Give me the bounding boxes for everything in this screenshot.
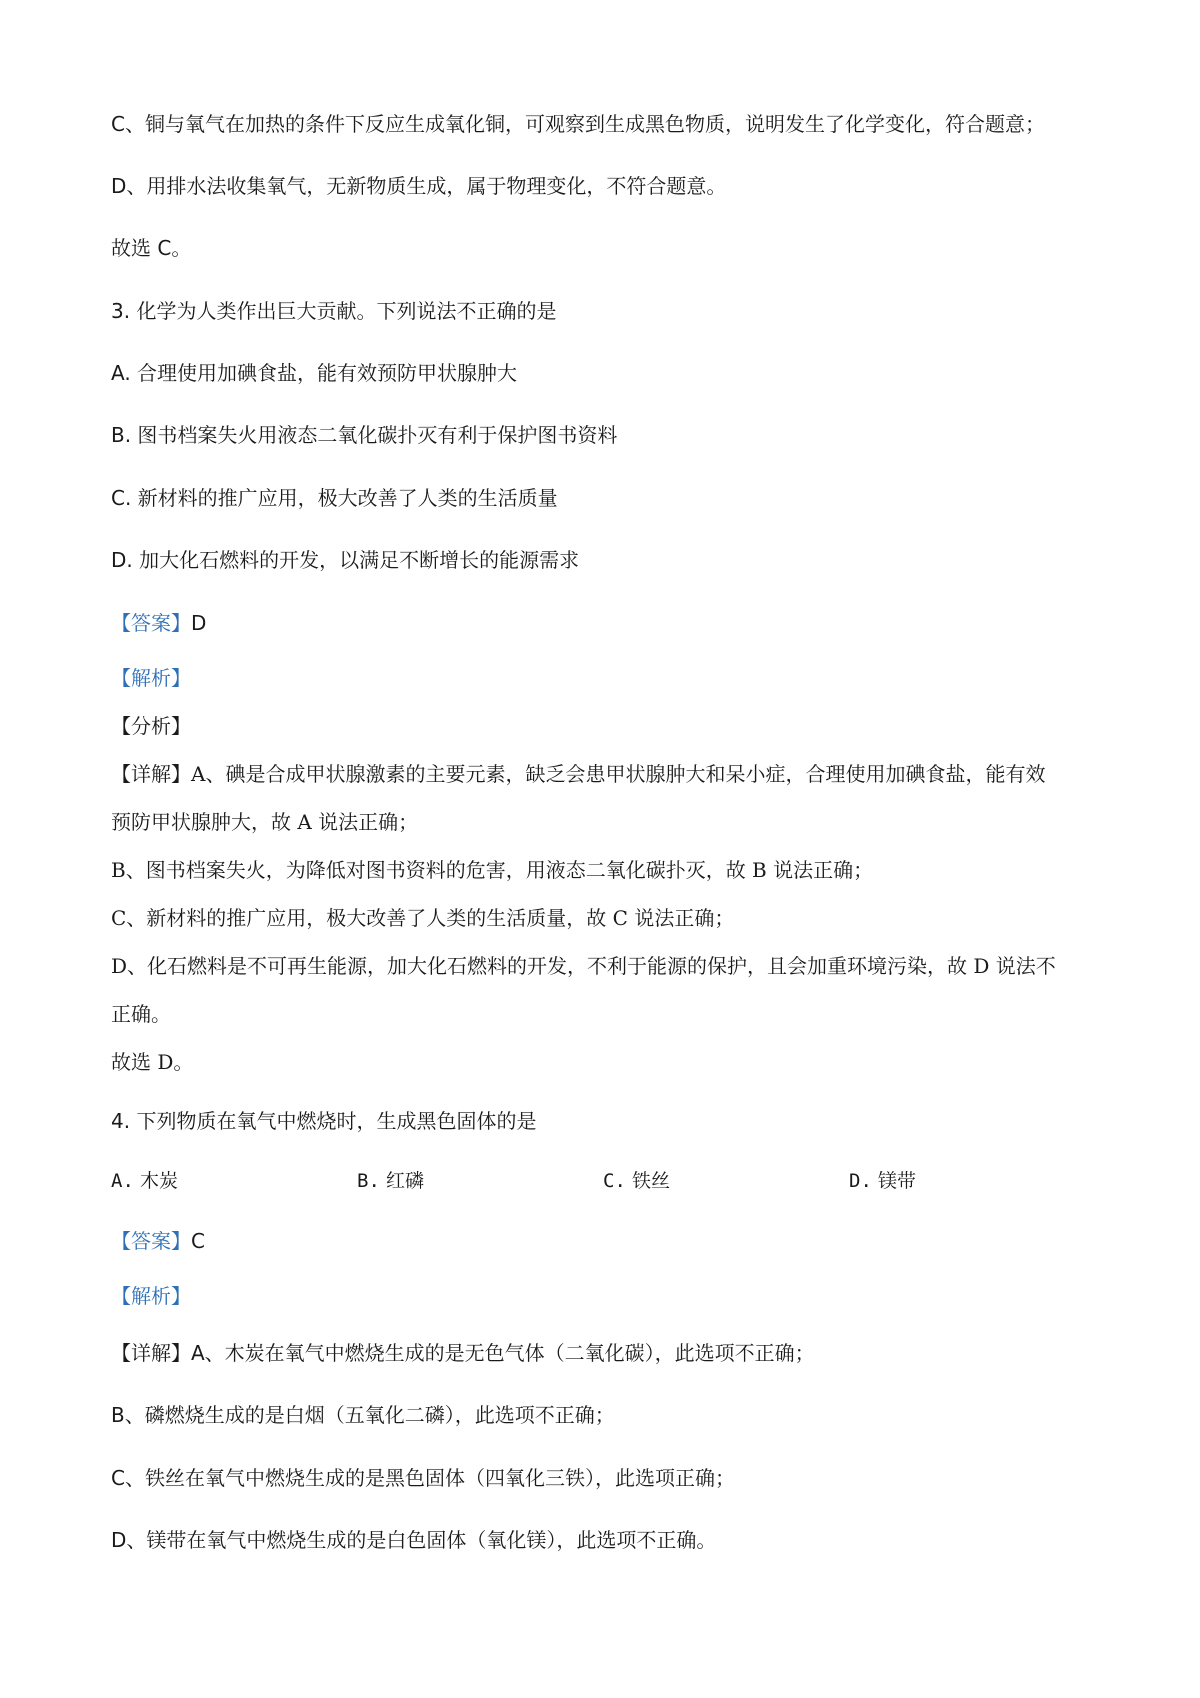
q4-detail-b: B、磷燃烧生成的是白烟（五氧化二磷），此选项不正确； xyxy=(111,1403,615,1427)
q3-detail-d-line1: D、化石燃料是不可再生能源，加大化石燃料的开发，不利于能源的保护，且会加重环境污染，故 D 说法不 xyxy=(111,954,1056,978)
q3-answer-tag: 【答案】 xyxy=(111,611,191,635)
q4-detail-a xyxy=(111,1339,815,1367)
q3-detail-b: B、图书档案失火，为降低对图书资料的危害，用液态二氧化碳扑灭，故 B 说法正确； xyxy=(111,858,874,882)
q2-conclusion: 故选 C。 xyxy=(111,236,192,260)
q4-stem: 4. 下列物质在氧气中燃烧时，生成黑色固体的是 xyxy=(111,1109,537,1133)
q4-option-a-text: 木炭 xyxy=(139,1170,178,1192)
q4-analysis-tag: 【解析】 xyxy=(111,1284,191,1308)
q3-analysis-tag: 【解析】 xyxy=(111,666,191,690)
q3-answer-value: D xyxy=(191,611,207,635)
q3-detail-c: C、新材料的推广应用，极大改善了人类的生活质量，故 C 说法正确； xyxy=(111,906,735,930)
q4-option-d-text: 镁带 xyxy=(877,1170,916,1192)
q3-answer xyxy=(111,609,206,637)
q3-option-a: A. 合理使用加碘食盐，能有效预防甲状腺肿大 xyxy=(111,361,518,385)
q4-detail-tag: 【详解】 xyxy=(111,1341,191,1365)
q4-option-c-letter: C. xyxy=(603,1170,626,1192)
q4-option-b-text: 红磷 xyxy=(385,1170,424,1192)
q3-fenxi-tag: 【分析】 xyxy=(111,714,191,738)
q3-detail-a-line1 xyxy=(111,760,1045,788)
q4-option-c xyxy=(603,1167,670,1195)
q4-answer-tag: 【答案】 xyxy=(111,1229,191,1253)
q3-detail-d-line2: 正确。 xyxy=(111,1002,171,1026)
q4-option-c-text: 铁丝 xyxy=(631,1170,670,1192)
q4-option-b-letter: B. xyxy=(357,1170,380,1192)
q4-detail-a-text: A、木炭在氧气中燃烧生成的是无色气体（二氧化碳），此选项不正确； xyxy=(191,1341,815,1365)
q4-answer-value: C xyxy=(191,1229,205,1253)
q3-option-c: C. 新材料的推广应用，极大改善了人类的生活质量 xyxy=(111,486,558,510)
q3-detail-tag: 【详解】 xyxy=(111,762,191,786)
q4-option-b xyxy=(357,1167,424,1195)
q4-option-a-letter: A. xyxy=(111,1170,134,1192)
q4-detail-d: D、镁带在氧气中燃烧生成的是白色固体（氧化镁），此选项不正确。 xyxy=(111,1528,717,1552)
q3-conclusion: 故选 D。 xyxy=(111,1050,194,1074)
q2-explanation-c: C、铜与氧气在加热的条件下反应生成氧化铜，可观察到生成黑色物质，说明发生了化学变化，符合题意； xyxy=(111,112,1045,136)
q2-explanation-d: D、用排水法收集氧气，无新物质生成，属于物理变化，不符合题意。 xyxy=(111,174,727,198)
q3-option-b: B. 图书档案失火用液态二氧化碳扑灭有利于保护图书资料 xyxy=(111,423,618,447)
q3-stem: 3. 化学为人类作出巨大贡献。下列说法不正确的是 xyxy=(111,299,557,323)
q4-option-a xyxy=(111,1167,178,1195)
q4-detail-c: C、铁丝在氧气中燃烧生成的是黑色固体（四氧化三铁），此选项正确； xyxy=(111,1466,735,1490)
q3-detail-a-text: A、碘是合成甲状腺激素的主要元素，缺乏会患甲状腺肿大和呆小症，合理使用加碘食盐，能有效 xyxy=(191,762,1046,786)
q3-detail-a-line2: 预防甲状腺肿大，故 A 说法正确； xyxy=(111,810,419,834)
q4-option-d xyxy=(849,1167,916,1195)
q4-answer xyxy=(111,1227,205,1255)
q3-option-d: D. 加大化石燃料的开发，以满足不断增长的能源需求 xyxy=(111,548,580,572)
q4-option-d-letter: D. xyxy=(849,1170,872,1192)
